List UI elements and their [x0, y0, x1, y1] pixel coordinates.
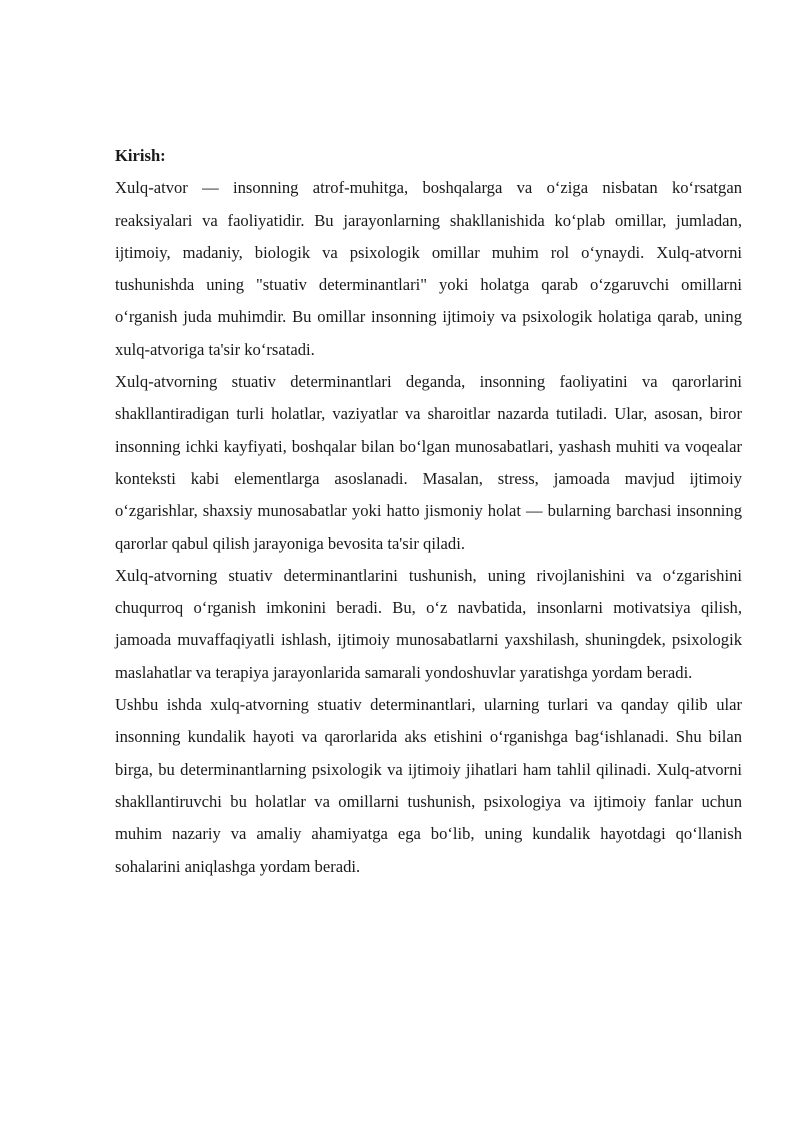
- paragraph-2: Xulq-atvorning stuativ determinantlari deganda, insonning faoliyatini va qarorlarini shakllantiradigan turli holatlar, vaziyatlar va sharoitlar nazarda tutiladi. Ular, asosan, biror insonning ichki kayfiyati, boshqalar bilan bo‘lgan munosabatlari, yashash muhiti va voqealar konteksti kabi elementlarga asoslanadi. Masalan, stress, jamoada mavjud ijtimoiy o‘zgarishlar, shaxsiy munosabatlar yoki hatto jismoniy holat — bularning barchasi insonning qarorlar qabul qilish jarayoniga bevosita ta'sir qiladi.: [115, 372, 742, 553]
- paragraph-3: Xulq-atvorning stuativ determinantlarini tushunish, uning rivojlanishini va o‘zgarishini chuqurroq o‘rganish imkonini beradi. Bu, o‘z navbatida, insonlarni motivatsiya qilish, jamoada muvaffaqiyatli ishlash, ijtimoiy munosabatlarni yaxshilash, shuningdek, psixologik maslahatlar va terapiya jarayonlarida samarali yondoshuvlar yaratishga yordam beradi.: [115, 565, 742, 682]
- paragraph-1: Xulq-atvor — insonning atrof-muhitga, boshqalarga va o‘ziga nisbatan ko‘rsatgan reaksiyalari va faoliyatidir. Bu jarayonlarning shakllanishida ko‘plab omillar, jumladan, ijtimoiy, madaniy, biologik va psixologik omillar muhim rol o‘ynaydi. Xulq-atvorni tushunishda uning "stuativ determinantlari" yoki holatga qarab o‘zgaruvchi omillarni o‘rganish juda muhimdir. Bu omillar insonning ijtimoiy va psixologik holatiga qarab, uning xulq-atvoriga ta'sir ko‘rsatadi.: [115, 178, 742, 359]
- document-body: [115, 140, 742, 883]
- paragraph-4: Ushbu ishda xulq-atvorning stuativ determinantlari, ularning turlari va qanday qilib ular insonning kundalik hayoti va qarorlarida aks etishini o‘rganishga bag‘ishlanadi. Shu bilan birga, bu determinantlarning psixologik va ijtimoiy jihatlari ham tahlil qilinadi. Xulq-atvorni shakllantiruvchi bu holatlar va omillarni tushunish, psixologiya va ijtimoiy fanlar uchun muhim nazariy va amaliy ahamiyatga ega bo‘lib, uning kundalik hayotdagi qo‘llanish sohalarini aniqlashga yordam beradi.: [115, 695, 742, 876]
- section-heading: Kirish:: [115, 146, 166, 165]
